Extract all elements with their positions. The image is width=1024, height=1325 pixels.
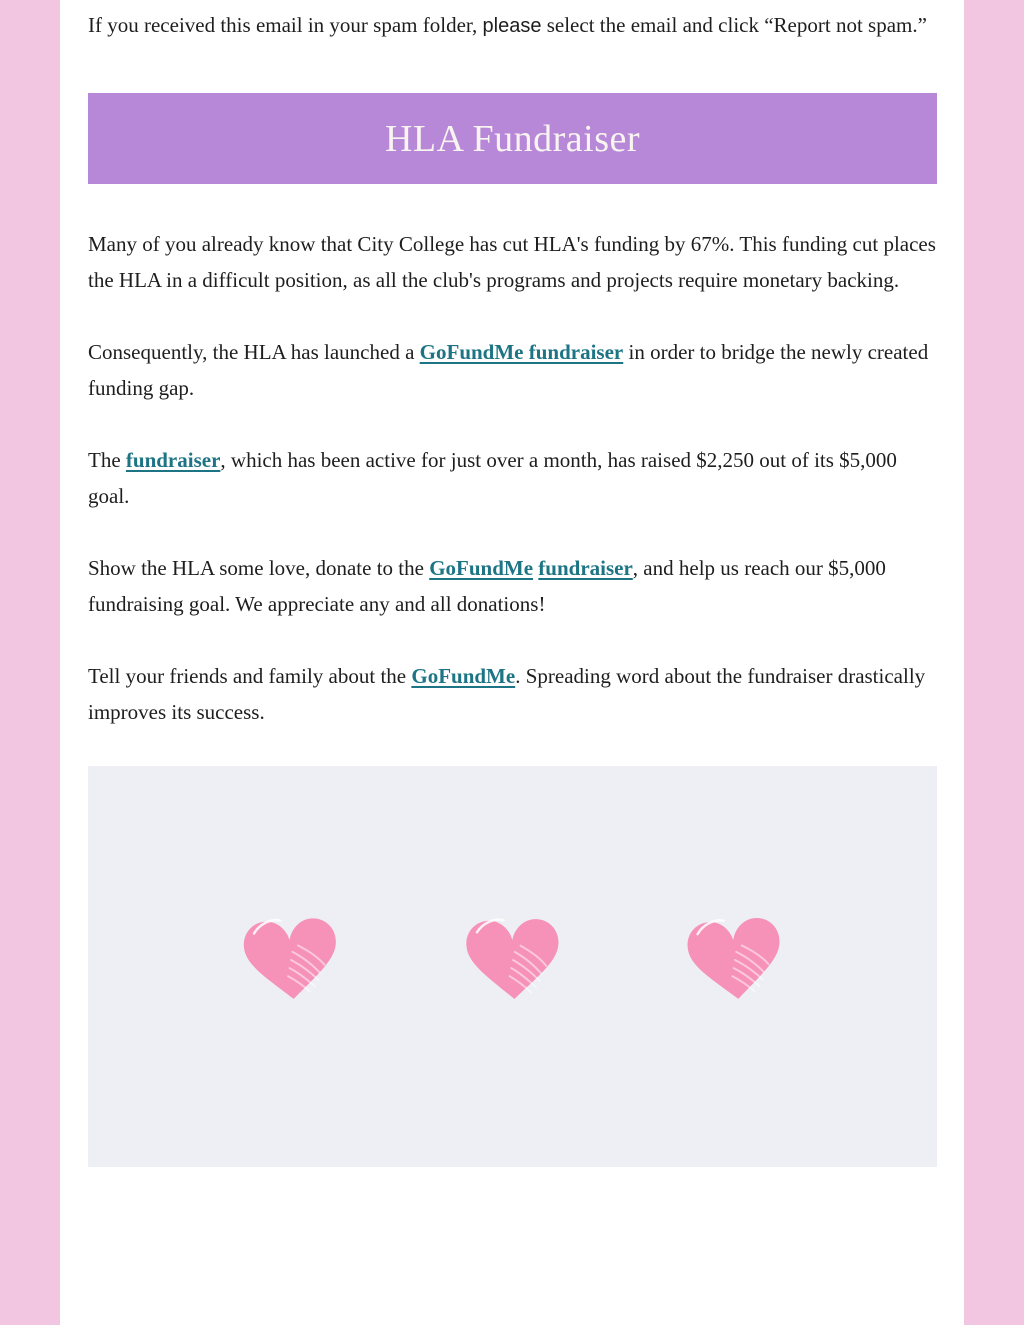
page-title: HLA Fundraiser xyxy=(384,117,641,160)
text-segment: . Spreading word about the fundraiser drastically improves its success. xyxy=(88,664,926,724)
paragraph-gofundme-launch xyxy=(88,334,937,406)
text-segment: in order to bridge the newly created funding gap. xyxy=(88,340,929,400)
gofundme-link[interactable]: GoFundMe fundraiser xyxy=(419,340,624,364)
gofundme-link[interactable]: fundraiser xyxy=(538,556,633,580)
heart-icon xyxy=(681,909,789,1009)
paragraph-funding-cut xyxy=(88,226,937,298)
gofundme-link[interactable]: fundraiser xyxy=(125,448,221,472)
text-segment: , which has been active for just over a month, has raised $2,250 out of its $5,000 goal. xyxy=(88,448,897,508)
text-segment: Many of you already know that City College has cut HLA's funding by 67%. This funding cut places the HLA in a difficult position, as all the club's programs and projects require monetary backing. xyxy=(88,232,936,292)
text-segment: Consequently, the HLA has launched a xyxy=(88,340,420,364)
gofundme-link[interactable]: GoFundMe xyxy=(429,556,534,580)
paragraph-fundraiser-progress xyxy=(88,442,937,514)
email-content-area xyxy=(60,0,964,1325)
text-segment: The xyxy=(88,448,126,472)
text-segment: select the email and click “Report not spam.” xyxy=(541,13,927,37)
header-banner xyxy=(88,93,937,184)
text-segment: , and help us reach our $5,000 fundraising goal. We appreciate any and all donations! xyxy=(88,556,886,616)
hearts-image xyxy=(88,766,937,1167)
paragraph-donate-appeal xyxy=(88,550,937,622)
text-segment: please xyxy=(482,15,542,37)
heart-icon xyxy=(461,912,564,1007)
heart-icon xyxy=(237,910,343,1009)
text-segment: Show the HLA some love, donate to the xyxy=(88,556,430,580)
paragraph-spread-word xyxy=(88,658,937,730)
spam-notice-text xyxy=(88,7,937,44)
text-segment: If you received this email in your spam folder, xyxy=(88,13,483,37)
gofundme-link[interactable]: GoFundMe xyxy=(411,664,516,688)
text-segment: Tell your friends and family about the xyxy=(88,664,412,688)
